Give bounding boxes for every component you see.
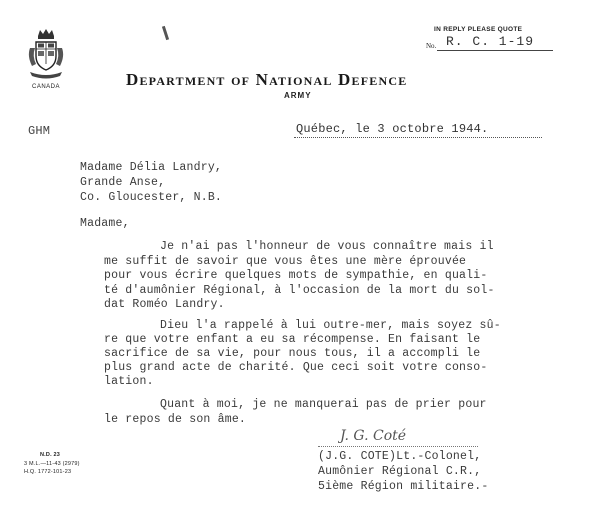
reference-number-label: No. xyxy=(426,42,437,50)
paragraph-line: lation. xyxy=(104,375,154,388)
form-code: 3 M.L.—11-43 (2979) xyxy=(24,461,80,467)
paragraph-line: Quant à moi, je ne manquerai pas de prier pour xyxy=(160,398,487,411)
letter-date: Québec, le 3 octobre 1944. xyxy=(296,122,489,136)
reference-number: R. C. 1-19 xyxy=(446,34,535,49)
form-code: H.Q. 1772-101-23 xyxy=(24,469,72,475)
paragraph-line: le repos de son âme. xyxy=(104,413,247,426)
paragraph-line: sacrifice de sa vie, pour nous tous, il a accompli le xyxy=(104,347,481,360)
reference-rule xyxy=(437,50,553,51)
initials: GHM xyxy=(28,124,51,138)
department-heading: Department of National Defence xyxy=(126,70,408,89)
pen-mark xyxy=(162,26,169,40)
svg-text:J. G. Coté: J. G. Coté xyxy=(340,428,407,444)
branch-heading: ARMY xyxy=(284,91,312,100)
signature-rule xyxy=(318,446,478,447)
paragraph-line: Je n'ai pas l'honneur de vous connaître mais il xyxy=(160,240,494,253)
paragraph-line: plus grand acte de charité. Que ceci soit votre conso- xyxy=(104,361,488,374)
recipient-line: Grande Anse, xyxy=(80,176,166,189)
date-rule xyxy=(294,137,542,138)
paragraph-line: Dieu l'a rappelé à lui outre-mer, mais soyez sû- xyxy=(160,319,501,332)
signature-line: (J.G. COTE)Lt.-Colonel, xyxy=(318,450,482,463)
salutation: Madame, xyxy=(80,217,130,230)
canada-coat-of-arms-icon xyxy=(26,28,66,80)
paragraph-line: me suffit de savoir que vous êtes une mère éprouvée xyxy=(104,255,467,268)
signature-line: 5ième Région militaire.- xyxy=(318,480,489,493)
handwritten-signature xyxy=(338,424,434,446)
country-label: CANADA xyxy=(32,84,61,90)
recipient-line: Co. Gloucester, N.B. xyxy=(80,191,223,204)
form-code: N.D. 23 xyxy=(40,452,61,458)
paragraph-line: dat Roméo Landry. xyxy=(104,298,225,311)
paragraph-line: re que votre enfant a eu sa récompense. En faisant le xyxy=(104,333,481,346)
recipient-line: Madame Délia Landry, xyxy=(80,161,223,174)
paragraph-line: pour vous écrire quelques mots de sympathie, en quali- xyxy=(104,269,488,282)
signature-line: Aumônier Régional C.R., xyxy=(318,465,482,478)
reply-quote-label: IN REPLY PLEASE QUOTE xyxy=(434,26,523,33)
paragraph-line: té d'aumônier Régional, à l'occasion de la mort du sol- xyxy=(104,284,495,297)
